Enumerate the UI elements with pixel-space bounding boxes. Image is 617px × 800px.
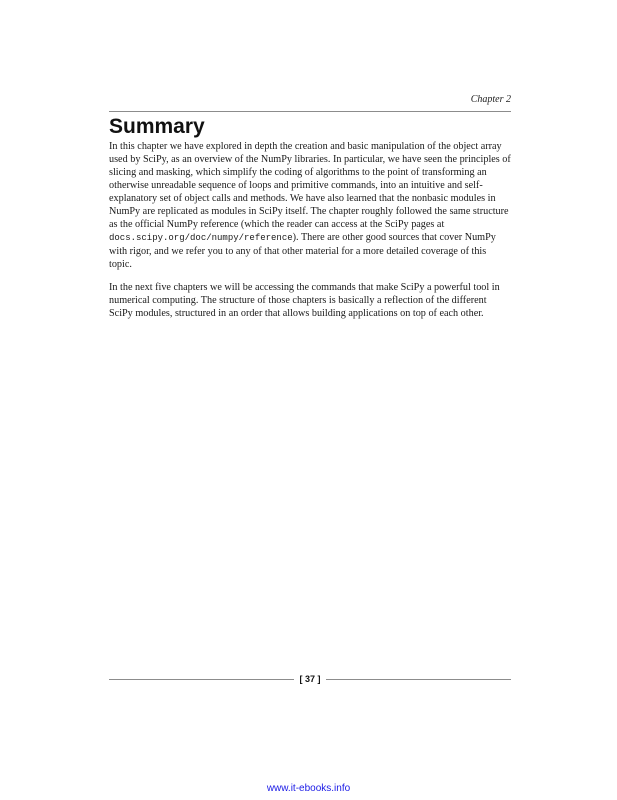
section-title: Summary xyxy=(109,115,205,138)
page-number: [ 37 ] xyxy=(299,674,321,684)
docs-url-code: docs.scipy.org/doc/numpy/reference xyxy=(109,233,293,243)
page-content xyxy=(109,114,511,320)
footer-rule-right xyxy=(326,679,511,680)
page-footer xyxy=(109,673,511,687)
chapter-label: Chapter 2 xyxy=(470,94,511,105)
paragraph-1-text-end: ). There are other good sources that cover NumPy with rigor, and we refer you to any of that other material for a more detailed coverage of this topic. xyxy=(109,232,496,270)
summary-paragraph-2: In the next five chapters we will be accessing the commands that make SciPy a powerful tool in numerical computing. The structure of those chapters is basically a reflection of the different SciPy modules, structured in an order that allows building applications on top of each other. xyxy=(109,282,500,319)
running-header xyxy=(109,95,511,112)
watermark-link[interactable]: www.it-ebooks.info xyxy=(266,783,351,794)
summary-paragraph-1 xyxy=(109,140,511,271)
paragraph-1-text: In this chapter we have explored in depth the creation and basic manipulation of the object array used by SciPy, as an overview of the NumPy libraries. In particular, we have seen the principles of slicing and masking, which simplify the coding of algorithms to the point of transforming an otherwise unreadable sequence of loops and primitive commands, into an intuitive and self-explanatory set of object calls and methods. We have also learned that the nonbasic modules in NumPy are replicated as modules in SciPy itself. The chapter roughly followed the same structure as the official NumPy reference (which the reader can access at the SciPy pages at xyxy=(109,141,511,230)
